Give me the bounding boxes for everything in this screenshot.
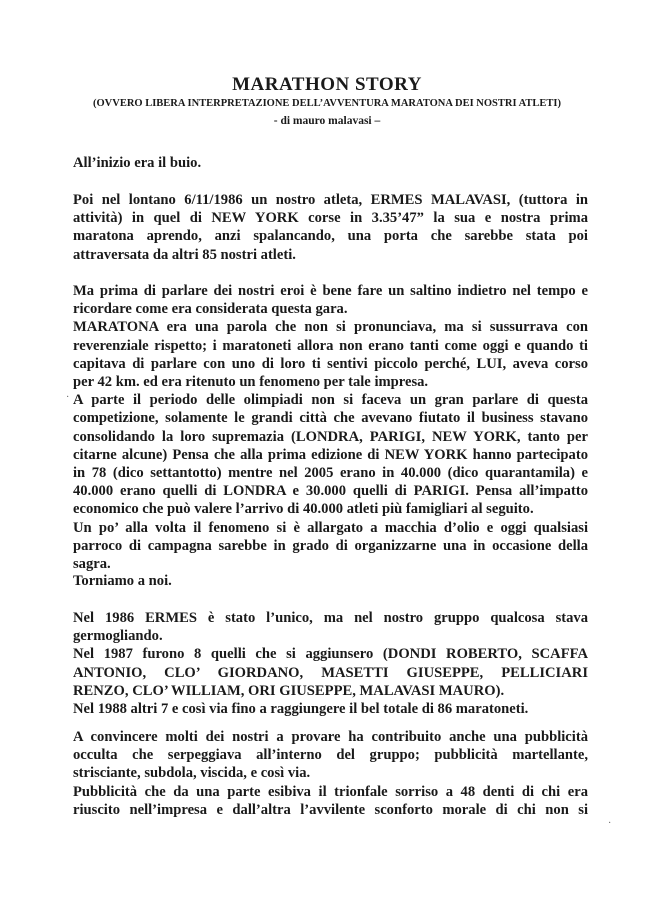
text-line: capitava di parlare con uno di loro ti sentivi piccolo perché, LUI, aveva corso — [73, 355, 588, 372]
text-line: Nel 1987 furono 8 quelli che si aggiunsero (DONDI ROBERTO, SCAFFA — [73, 646, 588, 663]
text-line: A convincere molti dei nostri a provare ha contribuito anche una pubblicità — [73, 729, 588, 745]
text-line: ricordare come era considerata questa gara. — [73, 301, 348, 318]
page-subtitle: (OVVERO LIBERA INTERPRETAZIONE DELL’AVVENTURA MARATONA DEI NOSTRI ATLETI) — [92, 98, 562, 109]
paragraph-4 — [73, 572, 588, 590]
paragraph-5 — [73, 609, 588, 718]
text-line: reverenziale rispetto; i maratoneti allora non erano tanti come oggi e quando ti — [73, 337, 588, 354]
text-line: competizione, solamente le grandi città che avevano fiutato il business stavano — [73, 410, 588, 427]
text-line: MARATONA era una parola che non si pronunciava, ma si sussurrava con — [73, 319, 588, 336]
text-line: riuscito nell’impresa e dall’altra l’avvilente sconforto morale di chi non si — [73, 801, 588, 818]
page-title: MARATHON STORY — [232, 74, 422, 95]
text-line: in 78 (dico settantotto) mentre nel 2005 erano in 40.000 (dico quarantamila) e — [73, 465, 588, 482]
text-line: A parte il periodo delle olimpiadi non si faceva un gran parlare di questa — [73, 392, 588, 409]
text-line: occulta che serpeggiava all’interno del gruppo; pubblicità martellante, — [73, 747, 588, 764]
text-line: per 42 km. ed era ritenuto un fenomeno per tale impresa. — [73, 374, 429, 391]
text-line: ANTONIO, CLO’ GIORDANO, MASETTI GIUSEPPE, PELLICIARI — [73, 664, 588, 681]
text-line: Un po’ alla volta il fenomeno si è allargato a macchia d’olio e oggi qualsiasi — [73, 519, 588, 536]
author-byline: - di mauro malavasi – — [273, 115, 381, 127]
text-line: germogliando. — [73, 628, 163, 645]
text-line: 40.000 erano quelli di LONDRA e 30.000 quelli di PARIGI. Pensa all’impatto — [73, 483, 588, 500]
paragraph-6 — [73, 728, 588, 819]
scan-speck: · — [66, 392, 70, 403]
text-line: Nel 1988 altri 7 e così via fino a raggiungere il bel totale di 86 maratoneti. — [73, 701, 529, 718]
paragraph-1 — [73, 154, 588, 172]
text-line: All’inizio era il buio. — [73, 155, 202, 171]
text-line: Nel 1986 ERMES è stato l’unico, ma nel nostro gruppo qualcosa stava — [73, 610, 588, 626]
text-line: strisciante, subdola, viscida, e così via. — [73, 765, 311, 782]
text-line: attività) in quel di NEW YORK corse in 3.35’47” la sua e nostra prima — [73, 210, 588, 227]
paragraph-2 — [73, 191, 588, 264]
text-line: sagra. — [73, 556, 111, 573]
scan-speck: · — [608, 818, 612, 829]
text-line: citarne alcune) Pensa che alla prima edizione di NEW YORK hanno partecipato — [73, 446, 588, 463]
text-line: Torniamo a noi. — [73, 573, 172, 589]
text-line: Ma prima di parlare dei nostri eroi è bene fare un saltino indietro nel tempo e — [73, 283, 588, 299]
text-line: Poi nel lontano 6/11/1986 un nostro atleta, ERMES MALAVASI, (tuttora in — [73, 192, 588, 208]
text-line: Pubblicità che da una parte esibiva il trionfale sorriso a 48 denti di chi era — [73, 783, 588, 800]
text-line: RENZO, CLO’ WILLIAM, ORI GIUSEPPE, MALAVASI MAURO). — [73, 682, 505, 699]
text-line: maratona aprendo, anzi spalancando, una porta che sarebbe stata poi — [73, 228, 588, 245]
text-line: consolidando la loro supremazia (LONDRA, PARIGI, NEW YORK, tanto per — [73, 428, 588, 445]
text-line: parroco di campagna sarebbe in grado di organizzarne una in occasione della — [73, 537, 588, 554]
text-line: attraversata da altri 85 nostri atleti. — [73, 246, 296, 263]
paragraph-3 — [73, 282, 588, 573]
text-line: economico che può valere l’arrivo di 40.000 atleti più famigliari al seguito. — [73, 501, 534, 518]
